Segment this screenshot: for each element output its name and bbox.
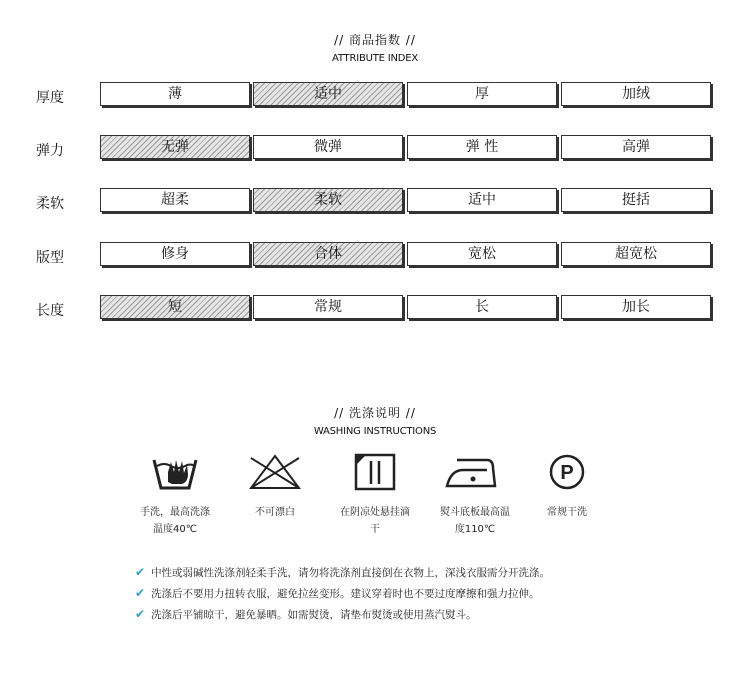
- option-cell: 合体: [253, 242, 403, 266]
- option-cell: 修身: [100, 242, 250, 266]
- shade-drip-dry-icon: [353, 452, 397, 492]
- option-cell: 厚: [407, 82, 557, 106]
- attribute-row-softness: [0, 188, 750, 214]
- option-cell: 加长: [561, 295, 711, 319]
- check-icon: ✔: [135, 586, 146, 600]
- option-cell: 宽松: [407, 242, 557, 266]
- care-item-hand-wash: [120, 452, 230, 538]
- care-item-dry-clean: [512, 452, 622, 521]
- care-item-drip-dry: [320, 452, 430, 538]
- option-cell: 超宽松: [561, 242, 711, 266]
- dry-clean-letter: P: [560, 462, 574, 484]
- option-cell: 弹 性: [407, 135, 557, 159]
- washing-notes: [135, 562, 550, 625]
- care-caption: 熨斗底板最高温 度110℃: [440, 507, 510, 535]
- washing-title: // 洗涤说明 //: [334, 406, 416, 420]
- care-item-no-bleach: [220, 452, 330, 521]
- option-cell: 挺括: [561, 188, 711, 212]
- check-icon: ✔: [135, 565, 146, 579]
- option-cell: 短: [100, 295, 250, 319]
- care-caption: 不可漂白: [255, 507, 295, 518]
- attribute-row-length: [0, 295, 750, 321]
- care-caption: 在阴凉处悬挂滴 干: [340, 507, 410, 535]
- option-cell: 适中: [253, 82, 403, 106]
- option-cell: 高弹: [561, 135, 711, 159]
- washing-header: [0, 404, 750, 437]
- iron-icon: [443, 452, 507, 492]
- hand-wash-icon: [152, 452, 198, 492]
- row-label: 长度: [36, 303, 64, 319]
- attribute-row-thickness: [0, 82, 750, 108]
- attribute-header: [0, 31, 750, 64]
- option-cell: 适中: [407, 188, 557, 212]
- option-cell: 柔软: [253, 188, 403, 212]
- no-bleach-icon: [247, 452, 303, 492]
- check-icon: ✔: [135, 607, 146, 621]
- attribute-subtitle: ATTRIBUTE INDEX: [331, 53, 419, 64]
- option-cell: 超柔: [100, 188, 250, 212]
- washing-subtitle: WASHING INSTRUCTIONS: [313, 426, 437, 437]
- row-label: 弹力: [36, 143, 64, 159]
- note-item: ✔ 洗涤后不要用力扭转衣服，避免拉丝变形。建议穿着时也不要过度摩擦和强力拉伸。: [135, 586, 540, 600]
- row-label: 厚度: [36, 90, 64, 106]
- row-label: 版型: [36, 250, 64, 266]
- note-item: ✔ 洗涤后平铺晾干，避免暴晒。如需熨烫，请垫布熨烫或使用蒸汽熨斗。: [135, 607, 477, 621]
- dry-clean-icon: [547, 452, 587, 492]
- attribute-title: // 商品指数 //: [334, 33, 416, 47]
- row-label: 柔软: [36, 196, 64, 212]
- note-item: ✔ 中性或弱碱性洗涤剂轻柔手洗，请勿将洗涤剂直接倒在衣物上，深浅衣服需分开洗涤。: [135, 565, 551, 579]
- option-cell: 薄: [100, 82, 250, 106]
- option-cell: 微弹: [253, 135, 403, 159]
- care-caption: 常规干洗: [547, 507, 587, 518]
- option-cell: 加绒: [561, 82, 711, 106]
- attribute-row-elasticity: [0, 135, 750, 161]
- attribute-row-fit: [0, 242, 750, 268]
- option-cell: 无弹: [100, 135, 250, 159]
- care-caption: 手洗，最高洗涤 温度40℃: [140, 507, 210, 535]
- option-cell: 常规: [253, 295, 403, 319]
- option-cell: 长: [407, 295, 557, 319]
